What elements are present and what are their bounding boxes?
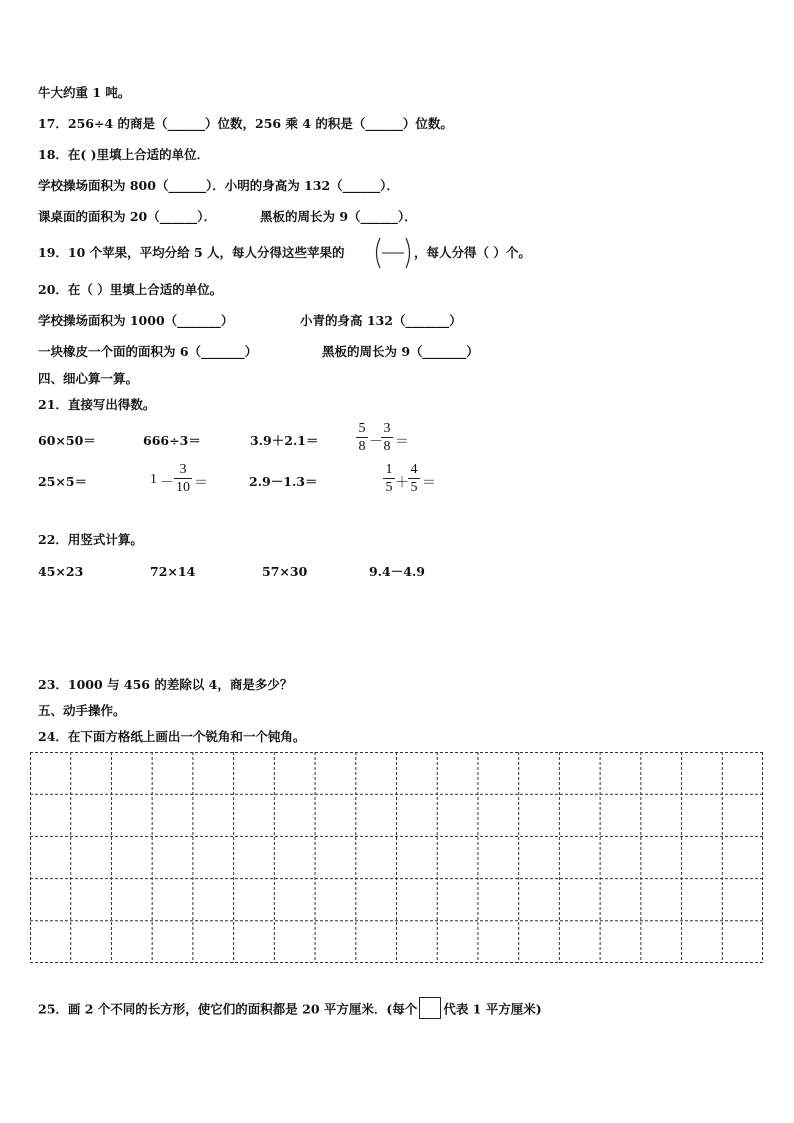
question-20-line-a-right: 小青的身高 132（_______） xyxy=(300,313,462,328)
fraction-denominator: 5 xyxy=(385,480,393,495)
operator: ＝ xyxy=(194,476,208,491)
fraction-numerator: 5 xyxy=(358,421,366,436)
question-22-title: 22．用竖式计算。 xyxy=(38,532,143,547)
fraction xyxy=(381,421,393,454)
question-19-part1: 19．10 个苹果，平均分给 5 人，每人分得这些苹果的 xyxy=(38,245,345,260)
calc-item: 666÷3＝ xyxy=(143,433,201,448)
fraction-numerator: 1 xyxy=(385,462,393,477)
question-23: 23．1000 与 456 的差除以 4，商是多少？ xyxy=(38,677,293,692)
calc-item: 2.9－1.3＝ xyxy=(249,474,318,489)
continued-text: 牛大约重 1 吨。 xyxy=(38,85,131,100)
question-20-line-b-right: 黑板的周长为 9（_______） xyxy=(322,344,479,359)
unit-square-icon xyxy=(419,997,441,1019)
vertical-calc-item: 9.4－4.9 xyxy=(369,564,425,579)
question-20-title: 20．在（ ）里填上合适的单位。 xyxy=(38,282,223,297)
graph-paper-grid[interactable] xyxy=(30,752,763,963)
fraction-bar xyxy=(408,478,420,479)
question-18-line-b-right: 黑板的周长为 9（______）． xyxy=(260,209,417,224)
fraction xyxy=(356,421,368,454)
fraction-numerator: 3 xyxy=(179,462,187,477)
question-18-line-b-left: 课桌面的面积为 20（______）． xyxy=(38,209,216,224)
operator: － xyxy=(160,476,174,491)
operator: － xyxy=(369,435,383,450)
calc-item: 60×50＝ xyxy=(38,433,96,448)
vertical-calc-item: 72×14 xyxy=(150,564,196,579)
fraction-numerator: 4 xyxy=(410,462,418,477)
question-19-part2: ，每人分得（ ）个。 xyxy=(414,245,531,260)
fraction-bar xyxy=(356,437,368,438)
calc-item: 3.9＋2.1＝ xyxy=(250,433,319,448)
question-25 xyxy=(38,999,542,1021)
operand: 1 xyxy=(150,472,157,487)
question-17: 17．256÷4 的商是（______）位数，256 乘 4 的积是（______）位数。 xyxy=(38,116,453,131)
fraction-bar xyxy=(383,478,395,479)
fraction xyxy=(383,462,395,495)
fraction xyxy=(408,462,420,495)
question-25-text-end: 代表 1 平方厘米) xyxy=(443,1001,542,1017)
fraction-numerator: 3 xyxy=(383,421,391,436)
fraction-bar xyxy=(381,437,393,438)
operator: ＋ xyxy=(395,476,409,491)
vertical-calc-item: 45×23 xyxy=(38,564,84,579)
calc-item: 25×5＝ xyxy=(38,474,88,489)
section-5-heading: 五、动手操作。 xyxy=(38,703,126,718)
question-20-line-a-left: 学校操场面积为 1000（_______） xyxy=(38,313,234,328)
blank-fraction-icon xyxy=(372,236,414,270)
question-25-text: 25．画 2 个不同的长方形，使它们的面积都是 20 平方厘米．(每个 xyxy=(38,1001,418,1017)
question-18-line-a: 学校操场面积为 800（______）．小明的身高为 132（______）． xyxy=(38,178,399,193)
fraction-denominator: 8 xyxy=(358,439,366,454)
operator: ＝ xyxy=(422,476,436,491)
question-21-title: 21．直接写出得数。 xyxy=(38,397,156,412)
section-4-heading: 四、细心算一算。 xyxy=(38,371,139,386)
fraction-denominator: 8 xyxy=(383,439,391,454)
question-24: 24．在下面方格纸上画出一个锐角和一个钝角。 xyxy=(38,729,306,744)
question-20-line-b-left: 一块橡皮一个面的面积为 6（_______） xyxy=(38,344,258,359)
fraction-denominator: 10 xyxy=(176,480,190,495)
fraction-bar xyxy=(174,478,192,479)
vertical-calc-item: 57×30 xyxy=(262,564,308,579)
operator: ＝ xyxy=(395,435,409,450)
fraction xyxy=(174,462,192,495)
question-18-title: 18．在( )里填上合适的单位． xyxy=(38,147,210,162)
fraction-denominator: 5 xyxy=(410,480,418,495)
